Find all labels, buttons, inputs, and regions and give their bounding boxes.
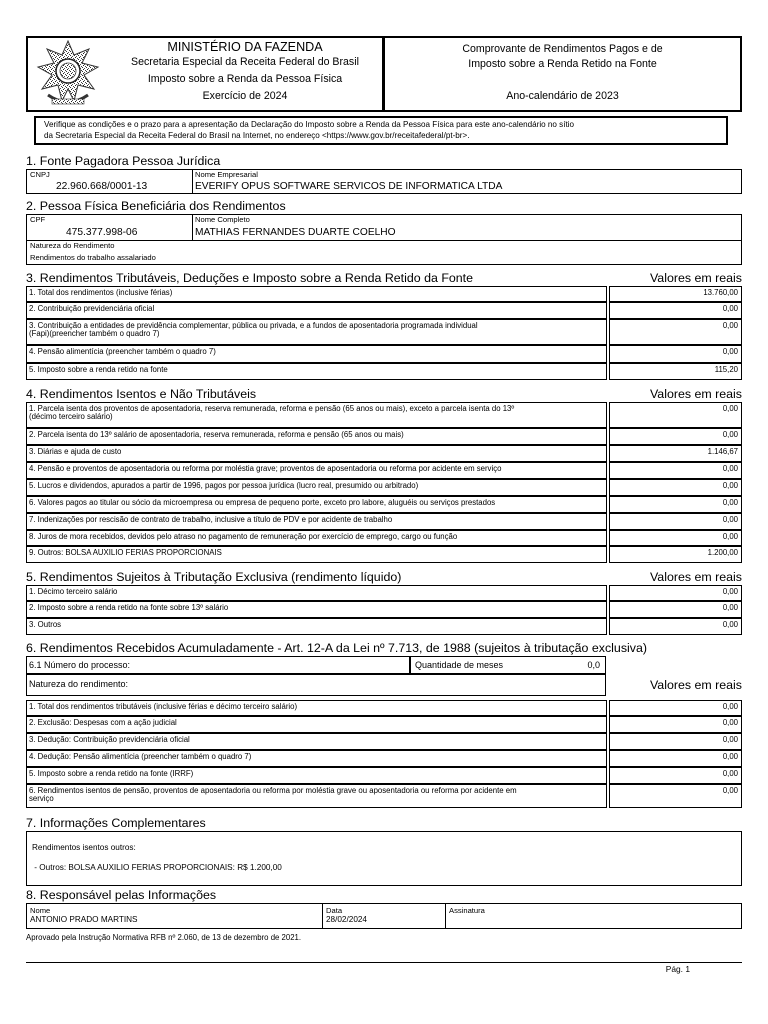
row-value: 0,00 — [722, 481, 738, 490]
complementary-info-box — [26, 831, 742, 886]
row-value: 0,00 — [722, 321, 738, 330]
row-label: 9. Outros: BOLSA AUXILIO FERIAS PROPORCIONAIS — [29, 548, 222, 557]
row-label: 2. Parcela isenta do 13º salário de aposentadoria, reserva remunerada, reforma e pensão (65 anos ou mais) — [29, 430, 404, 439]
complementary-line1: Rendimentos isentos outros: — [32, 843, 136, 852]
row-label: 5. Lucros e dividendos, apurados a partir de 1996, pagos por pessoa jurídica (lucro real, presumido ou arbitrado) — [29, 481, 419, 490]
section-7-title: 7. Informações Complementares — [26, 816, 206, 830]
row-value: 1.200,00 — [707, 548, 738, 557]
section-5-values-header: Valores em reais — [649, 570, 742, 584]
row-label-continuation: (Fapi)(preencher também o quadro 7) — [29, 329, 160, 338]
section-3-title: 3. Rendimentos Tributáveis, Deduções e Imposto sobre a Renda Retido da Fonte — [26, 271, 474, 285]
row-label: 1. Total dos rendimentos tributáveis (inclusive férias e décimo terceiro salário) — [29, 702, 298, 711]
beneficiary-name-label: Nome Completo — [195, 215, 250, 224]
row-value: 0,00 — [722, 430, 738, 439]
row-value: 0,00 — [722, 769, 738, 778]
process-number-label: 6.1 Número do processo: — [29, 660, 131, 670]
row-value: 0,00 — [722, 304, 738, 313]
row-value: 0,00 — [722, 718, 738, 727]
approval-note: Aprovado pela Instrução Normativa RFB nº 2.060, de 13 de dezembro de 2021. — [26, 933, 302, 942]
section-1-divider — [192, 169, 193, 194]
notice-line1: Verifique as condições e o prazo para a apresentação da Declaração do Imposto sobre a Renda da Pessoa Física para este ano-calendário no sítio — [44, 120, 575, 129]
footer-rule — [26, 962, 742, 963]
complementary-line2: - Outros: BOLSA AUXILIO FERIAS PROPORCIONAIS: R$ 1.200,00 — [32, 863, 282, 872]
date-label: Data — [326, 906, 343, 915]
row-label-continuation: (décimo terceiro salário) — [29, 412, 113, 421]
company-name-label: Nome Empresarial — [195, 170, 258, 179]
row-label: 8. Juros de mora recebidos, devidos pelo atraso no pagamento de remuneração por exercício de emprego, cargo ou função — [29, 532, 458, 541]
row-label: 6. Rendimentos isentos de pensão, proventos de aposentadoria ou reforma por moléstia grave ou aposentadoria ou reforma por acidente em — [29, 786, 517, 795]
row-value: 0,00 — [722, 620, 738, 629]
cpf-value: 475.377.998-06 — [66, 227, 138, 238]
row-label: 7. Indenizações por rescisão de contrato de trabalho, inclusive a título de PDV e por acidente de trabalho — [29, 515, 393, 524]
document-title-line2: Imposto sobre a Renda Retido na Fonte — [468, 58, 657, 70]
responsible-name-value: ANTONIO PRADO MARTINS — [30, 915, 138, 924]
notice-line2: da Secretaria Especial da Receita Federal do Brasil na Internet, no endereço <https://www.gov.br/receitafederal/pt-br>. — [44, 131, 470, 140]
responsible-name-label: Nome — [30, 906, 51, 915]
row-value: 0,00 — [722, 735, 738, 744]
section-2-divider-h — [26, 240, 742, 241]
row-value: 0,00 — [722, 404, 738, 413]
income-nature-label: Natureza do Rendimento — [30, 241, 115, 250]
row-value: 0,00 — [722, 603, 738, 612]
row-value: 1.146,67 — [707, 447, 738, 456]
row-label: 3. Dedução: Contribuição previdenciária oficial — [29, 735, 190, 744]
section-4-title: 4. Rendimentos Isentos e Não Tributáveis — [26, 387, 257, 401]
row-label: 4. Dedução: Pensão alimentícia (preencher também o quadro 7) — [29, 752, 252, 761]
row-label: 4. Pensão e proventos de aposentadoria ou reforma por moléstia grave; proventos de aposentadoria ou reforma por acidente em serviço — [29, 464, 502, 473]
section-8-title: 8. Responsável pelas Informações — [26, 888, 217, 902]
row-label: 3. Contribuição a entidades de previdência complementar, pública ou privada, e a fundos de aposentadoria programada individual — [29, 321, 478, 330]
row-label: 5. Imposto sobre a renda retido na fonte — [29, 365, 168, 374]
exercise-year: Exercício de 2024 — [202, 90, 288, 102]
section-6-title: 6. Rendimentos Recebidos Acumuladamente - Art. 12-A da Lei nº 7.713, de 1988 (sujeitos à tributação exclusiva) — [26, 641, 647, 655]
row-value: 0,00 — [722, 587, 738, 596]
company-name-value: EVERIFY OPUS SOFTWARE SERVICOS DE INFORMATICA LTDA — [195, 181, 503, 192]
beneficiary-name-value: MATHIAS FERNANDES DUARTE COELHO — [195, 227, 396, 238]
calendar-year: Ano-calendário de 2023 — [506, 90, 619, 102]
page-number: Pág. 1 — [665, 964, 690, 974]
row-value: 0,00 — [722, 464, 738, 473]
cnpj-label: CNPJ — [30, 170, 50, 179]
signature-label: Assinatura — [449, 906, 485, 915]
section-2-title: 2. Pessoa Física Beneficiária dos Rendimentos — [26, 199, 286, 213]
row-label: 1. Parcela isenta dos proventos de aposentadoria, reserva remunerada, reforma e pensão (65 anos ou mais), exceto a parcela isenta do 13º — [29, 404, 515, 413]
income-nature-value: Rendimentos do trabalho assalariado — [30, 253, 156, 262]
row-value: 0,00 — [722, 532, 738, 541]
row-value: 115,20 — [714, 365, 738, 374]
months-value: 0,0 — [587, 660, 600, 670]
cnpj-value: 22.960.668/0001-13 — [56, 181, 148, 192]
row-label: 2. Imposto sobre a renda retido na fonte sobre 13º salário — [29, 603, 229, 612]
row-value: 0,00 — [722, 347, 738, 356]
row-label: 1. Total dos rendimentos (inclusive férias) — [29, 288, 173, 297]
months-label: Quantidade de meses — [415, 660, 504, 670]
date-value: 28/02/2024 — [326, 915, 367, 924]
row-value: 0,00 — [722, 515, 738, 524]
row-label: 2. Exclusão: Despesas com a ação judicial — [29, 718, 177, 727]
row-label: 6. Valores pagos ao titular ou sócio da microempresa ou empresa de pequeno porte, exceto pro labore, aluguéis ou serviços prestados — [29, 498, 496, 507]
row-label: 3. Outros — [29, 620, 62, 629]
section-4-values-header: Valores em reais — [649, 387, 742, 401]
row-label: 1. Décimo terceiro salário — [29, 587, 118, 596]
row-value: 13.760,00 — [703, 288, 738, 297]
row-label-continuation: serviço — [29, 794, 54, 803]
responsible-divider-2 — [445, 903, 446, 929]
section-2-divider-v — [192, 214, 193, 240]
section-6-values-header: Valores em reais — [649, 678, 742, 692]
brasao-republica-icon — [34, 39, 102, 109]
row-value: 0,00 — [722, 498, 738, 507]
s6-nature-label: Natureza do rendimento: — [29, 679, 129, 689]
section-3-values-header: Valores em reais — [649, 271, 742, 285]
tax-name: Imposto sobre a Renda da Pessoa Física — [147, 73, 343, 85]
row-label: 4. Pensão alimentícia (preencher também o quadro 7) — [29, 347, 216, 356]
section-5-title: 5. Rendimentos Sujeitos à Tributação Exclusiva (rendimento líquido) — [26, 570, 402, 584]
row-label: 3. Diárias e ajuda de custo — [29, 447, 122, 456]
row-label: 5. Imposto sobre a renda retido na fonte (IRRF) — [29, 769, 194, 778]
row-value: 0,00 — [722, 702, 738, 711]
ministry-title: MINISTÉRIO DA FAZENDA — [167, 40, 323, 54]
section-1-title: 1. Fonte Pagadora Pessoa Jurídica — [26, 154, 221, 168]
document-title-line1: Comprovante de Rendimentos Pagos e de — [462, 43, 663, 55]
row-value: 0,00 — [722, 786, 738, 795]
cpf-label: CPF — [30, 215, 46, 224]
secretariat-name: Secretaria Especial da Receita Federal do Brasil — [131, 56, 359, 68]
responsible-divider-1 — [322, 903, 323, 929]
row-value: 0,00 — [722, 752, 738, 761]
row-label: 2. Contribuição previdenciária oficial — [29, 304, 155, 313]
